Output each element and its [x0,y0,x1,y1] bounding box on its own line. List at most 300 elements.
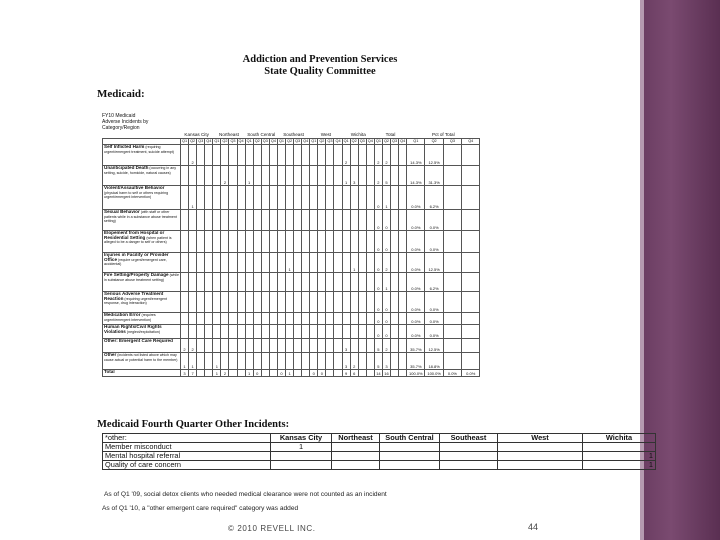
cell: 0 [382,312,390,324]
cell [286,144,294,165]
cell [213,324,221,338]
cell [342,185,350,209]
cell [358,185,366,209]
table-row [103,185,480,209]
cell [342,252,350,272]
cell [326,352,334,369]
cell: 0.0% [407,209,425,230]
cell [253,209,261,230]
cell [269,291,277,312]
table-row [103,461,656,470]
cell: 0 [277,369,285,376]
quarter-header: Q2 [425,138,443,144]
cell: 6.2% [425,272,443,291]
cell [286,338,294,352]
cell [310,230,318,252]
cell [342,230,350,252]
cell [350,324,358,338]
cell: 0 [382,209,390,230]
row-label [103,272,181,291]
cell [189,312,197,324]
cell [294,230,302,252]
quarter-header: Q4 [335,139,341,143]
row-description: (requiring urgent/emergent response, drug interaction) [104,296,167,306]
table-row [103,338,480,352]
cell [253,272,261,291]
other-col-header: Southeast [440,434,498,443]
cell [205,324,213,338]
cell [350,185,358,209]
cell [269,165,277,185]
quarter-header: Q3 [198,139,204,143]
quarter-header: Q1 [214,139,220,143]
cell [237,185,245,209]
cell [443,338,461,352]
cell [189,230,197,252]
cell [399,352,407,369]
cell: 2 [350,352,358,369]
cell [334,144,342,165]
cell [237,209,245,230]
quarter-header: Q3 [230,139,236,143]
cell [326,209,334,230]
cell [326,312,334,324]
cell [197,352,205,369]
row-title: Fire Setting/Property Damage [104,272,169,277]
other-header-label: *other: [103,434,271,443]
region-header: Southeast [283,131,304,137]
cell [237,272,245,291]
row-title: Unanticipated Death [104,165,149,170]
cell [197,272,205,291]
cell [189,209,197,230]
row-title: Medication Error [104,312,141,317]
cell: 1 [189,185,197,209]
cell [294,165,302,185]
cell [342,324,350,338]
quarter-header: Q4 [367,139,373,143]
cell [269,272,277,291]
cell [269,252,277,272]
quarter-header: Q4 [303,139,309,143]
cell [205,352,213,369]
cell [277,252,285,272]
cell [245,338,253,352]
cell: 1 [245,165,253,185]
row-label [103,291,181,312]
cell [391,185,399,209]
cell [221,272,229,291]
cell [221,352,229,369]
cell [213,144,221,165]
quarter-header: Q3 [392,139,398,143]
cell [326,272,334,291]
cell [237,291,245,312]
cell [318,324,326,338]
cell [350,272,358,291]
cell [399,272,407,291]
cell [440,452,498,461]
cell [197,324,205,338]
cell [318,209,326,230]
quarter-header: Q1 [407,138,425,144]
cell [318,165,326,185]
cell [462,338,480,352]
other-col-header: Wichita [583,434,656,443]
cell [358,230,366,252]
cell [213,252,221,272]
cell [334,230,342,252]
row-label [103,144,181,165]
document-title: Addiction and Prevention Services [242,54,398,65]
table-row [103,144,480,165]
cell [181,144,189,165]
cell: 2 [382,144,390,165]
cell [245,272,253,291]
cell [318,291,326,312]
cell [443,209,461,230]
quarter-header: Q2 [190,139,196,143]
cell: 2 [374,165,382,185]
table-row [103,291,480,312]
cell [294,352,302,369]
cell [443,272,461,291]
cell: 6.2% [425,185,443,209]
quarter-header: Q3 [262,139,268,143]
cell [326,369,334,376]
cell: 0 [374,324,382,338]
cell [399,324,407,338]
cell [391,144,399,165]
cell [253,185,261,209]
cell [277,291,285,312]
cell [245,352,253,369]
cell [229,291,237,312]
cell [294,291,302,312]
cell [277,230,285,252]
cell [350,144,358,165]
cell [334,291,342,312]
cell: 2 [374,144,382,165]
table-row [103,369,480,376]
cell [181,230,189,252]
cell: 2 [382,338,390,352]
cell: 12.5% [425,144,443,165]
cell [213,185,221,209]
cell [245,312,253,324]
quarter-header: Q2 [254,139,260,143]
blank-cell [103,131,181,138]
cell [205,165,213,185]
cell: 14.3% [407,144,425,165]
cell [391,165,399,185]
table-row [103,272,480,291]
cell [342,209,350,230]
cell [498,461,583,470]
cell [197,209,205,230]
row-description: (when patient is alleged to be a danger to self or others) [104,235,172,245]
region-header: Pct of Total [431,131,455,137]
cell [245,209,253,230]
row-title: Serious Adverse Treatment Reaction [104,291,164,301]
row-label [103,312,181,324]
cell [318,185,326,209]
cell [269,144,277,165]
cell [277,352,285,369]
cell [197,185,205,209]
cell [399,209,407,230]
cell: 2 [221,369,229,376]
cell [358,165,366,185]
cell [302,144,310,165]
cell: 0 [382,230,390,252]
cell [269,324,277,338]
cell [269,369,277,376]
cell: 100.0% [425,369,443,376]
cell: 6 [350,369,358,376]
cell [245,185,253,209]
cell: 7 [189,369,197,376]
cell [391,209,399,230]
cell [197,291,205,312]
other-incidents-title: Medicaid Fourth Quarter Other Incidents: [97,419,290,430]
cell [358,252,366,272]
cell: 2 [189,338,197,352]
cell [221,209,229,230]
cell [286,324,294,338]
cell [221,291,229,312]
cell [310,291,318,312]
cell [221,324,229,338]
quarter-header: Q4 [238,139,244,143]
cell: 0 [374,291,382,312]
cell [302,338,310,352]
cell [366,369,374,376]
cell: 0.0% [425,230,443,252]
cell: 1 [382,185,390,209]
cell [334,209,342,230]
table-row [103,252,480,272]
table-row [103,312,480,324]
cell [462,209,480,230]
cell [443,352,461,369]
cell [399,230,407,252]
cell [366,165,374,185]
other-incidents-table [102,433,656,470]
cell: 0 [253,369,261,376]
cell [294,338,302,352]
quarter-header: Q1 [375,139,381,143]
cell [443,324,461,338]
cell [583,443,656,452]
cell [253,324,261,338]
cell [332,443,380,452]
cell [462,352,480,369]
cell [294,185,302,209]
cell: 0 [374,230,382,252]
row-label [103,352,181,369]
cell [205,312,213,324]
cell [342,312,350,324]
cell [286,230,294,252]
cell [277,185,285,209]
other-table-header [103,434,656,443]
table-row [103,209,480,230]
cell [286,272,294,291]
row-label [103,338,181,352]
cell [205,272,213,291]
row-description: (physical harm to self or others requiring urgent/emergent intervention) [104,190,169,200]
row-label [103,324,181,338]
page-number: 44 [528,522,539,532]
cell [462,252,480,272]
cell [237,324,245,338]
cell: 3 [342,338,350,352]
cell [350,312,358,324]
cell [271,461,332,470]
cell [261,209,269,230]
cell [366,272,374,291]
cell [286,352,294,369]
cell: 0 [318,369,326,376]
region-header: West [320,131,332,137]
cell [229,185,237,209]
cell [358,324,366,338]
cell: 0 [310,369,318,376]
cell [391,252,399,272]
cell [380,461,440,470]
cell [261,369,269,376]
cell [229,165,237,185]
row-description: (while in substance abuse treatment setting) [104,273,179,282]
row-label: Member misconduct [103,443,271,452]
cell: 3 [181,369,189,376]
cell [310,338,318,352]
cell: 0.0% [425,291,443,312]
cell [358,291,366,312]
cell [326,144,334,165]
cell: 1 [382,272,390,291]
row-label: Mental hospital referral [103,452,271,461]
cell [462,144,480,165]
cell [334,165,342,185]
cell: 0.0% [425,312,443,324]
cell [302,252,310,272]
cell [261,352,269,369]
cell: 1 [213,352,221,369]
cell [197,312,205,324]
cell [286,291,294,312]
cell [399,185,407,209]
footnote: As of Q1 '10, a "other emergent care required" category was added [102,505,299,512]
cell [237,144,245,165]
quarter-header: Q1 [343,139,349,143]
cell [326,185,334,209]
cell [462,272,480,291]
cell [462,312,480,324]
quarter-header: Q3 [359,139,365,143]
cell: 18.8% [425,352,443,369]
cell [277,209,285,230]
cell [318,272,326,291]
cell: 1 [213,369,221,376]
cell: 35.7% [407,338,425,352]
cell [277,144,285,165]
cell [213,230,221,252]
cell: 0.0% [407,272,425,291]
cell [253,338,261,352]
cell [302,291,310,312]
cell [350,209,358,230]
cell [245,144,253,165]
cell [326,230,334,252]
row-title: Elopement from Hospital or Residential Setting [104,230,165,240]
cell [366,252,374,272]
cell [391,312,399,324]
cell [229,352,237,369]
medicaid-label: Medicaid: [97,88,145,100]
cell [440,443,498,452]
cell: 0.0% [462,369,480,376]
cell [302,352,310,369]
cell [205,144,213,165]
other-col-header: Kansas City [271,434,332,443]
cell [213,209,221,230]
row-label [103,252,181,272]
cell: 0.0% [407,185,425,209]
cell [205,338,213,352]
cell [366,352,374,369]
cell [245,324,253,338]
cell: 0 [382,291,390,312]
quarter-header: Q3 [295,139,301,143]
cell [213,338,221,352]
cell [399,369,407,376]
cell [181,209,189,230]
cell: 2 [382,252,390,272]
cell: 0.0% [407,324,425,338]
cell: 1 [271,443,332,452]
row-description: (require urgent/emergent care, accidental) [104,257,167,267]
cell [189,272,197,291]
cell [277,338,285,352]
cell [253,291,261,312]
cell [302,324,310,338]
region-header: Northeast [219,131,239,137]
cell [253,165,261,185]
cell: 35.7% [407,352,425,369]
cell [229,252,237,272]
quarter-header: Q2 [287,139,293,143]
cell [205,209,213,230]
cell: 0.0% [425,324,443,338]
cell [261,230,269,252]
cell [229,324,237,338]
cell [269,312,277,324]
cell [342,291,350,312]
row-title: Other [104,352,117,357]
quarter-header: Q2 [383,139,390,143]
other-col-header: West [498,434,583,443]
row-title: Sexual Behavior [104,209,140,214]
cell [358,144,366,165]
cell: 0.0% [407,291,425,312]
cell [358,352,366,369]
row-label [103,165,181,185]
cell [334,185,342,209]
cell [213,272,221,291]
cell [205,369,213,376]
